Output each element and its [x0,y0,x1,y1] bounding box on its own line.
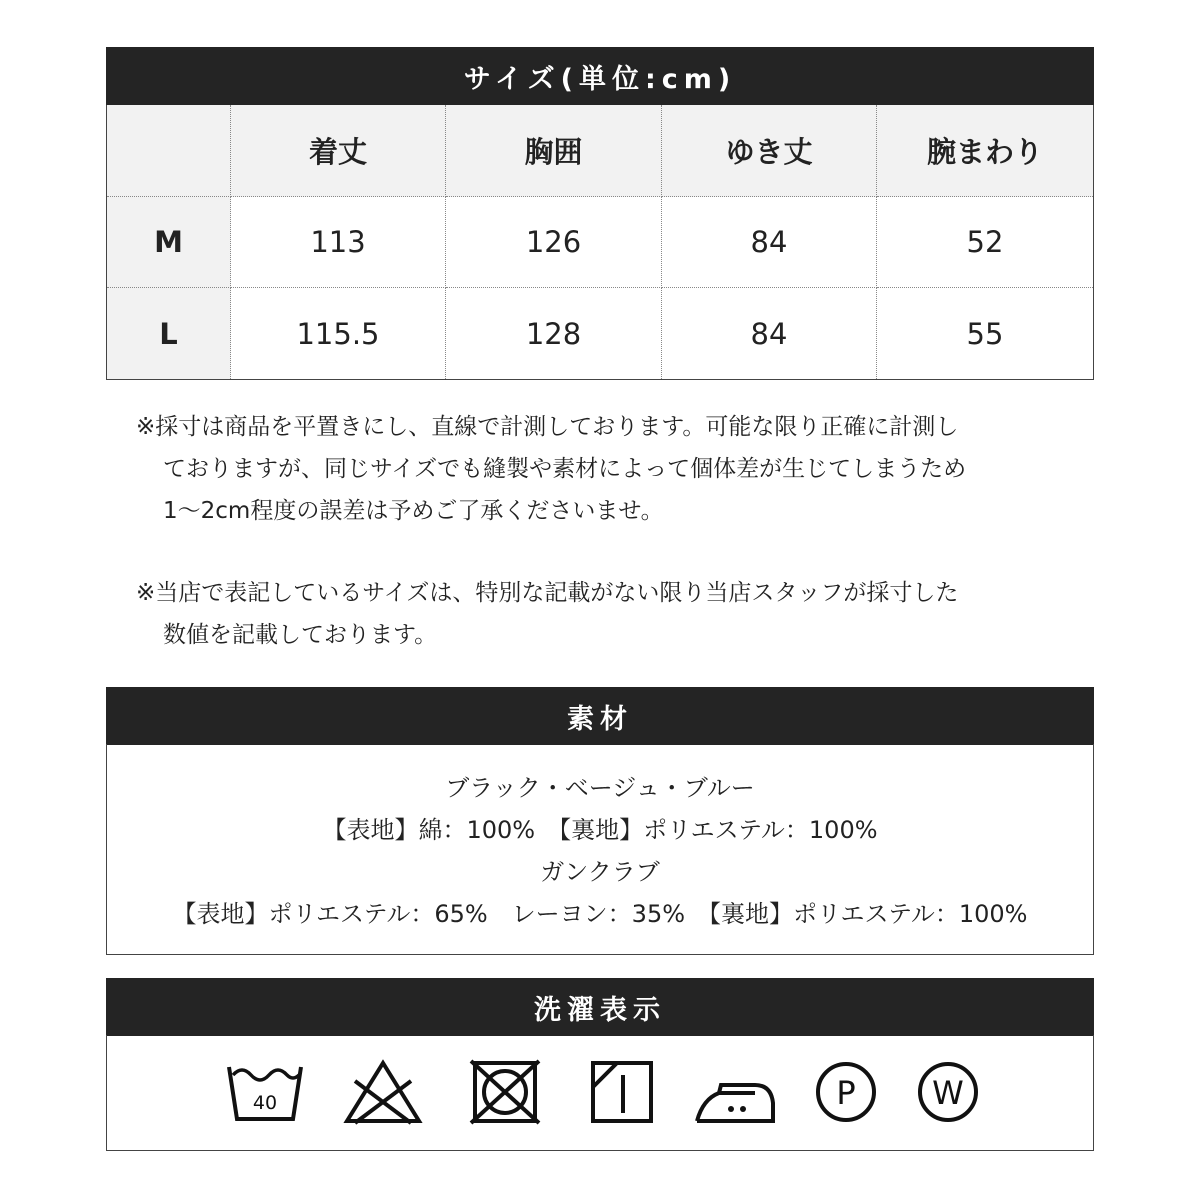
wash-40-icon [225,1059,305,1125]
column-header: 着丈 [231,105,446,197]
material-line: ガンクラブ [540,858,660,886]
table-cell: 126 [446,197,662,288]
size-label-m: M [107,197,231,288]
size-section-title: サイズ(単位:cm) [463,63,737,95]
table-corner-cell [107,105,231,197]
dry-clean-label: P [836,1074,856,1112]
wash-temperature-label: 40 [252,1092,278,1114]
size-table [106,105,1094,380]
material-section-header [106,687,1094,745]
note-line: 数値を記載しております。 [163,622,438,648]
size-note [136,572,958,656]
table-cell: 115.5 [231,288,446,379]
iron-low-icon [693,1059,777,1125]
material-line: ブラック・ベージュ・ブルー [445,774,755,802]
size-label-l: L [107,288,231,379]
column-header: 腕まわり [877,105,1093,197]
material-box [106,744,1094,955]
table-cell: 113 [231,197,446,288]
note-line: ※採寸は商品を平置きにし、直線で計測しております。可能な限り正確に計測し [136,414,959,440]
care-section-header [106,978,1094,1036]
wet-clean-label: W [932,1074,964,1112]
wet-clean-w-icon [915,1059,981,1125]
material-section-title: 素材 [567,703,633,735]
no-bleach-icon [343,1059,423,1125]
size-section-header [106,47,1094,105]
material-line: 【表地】綿：100% 【裏地】ポリエステル：100% [322,816,878,844]
measurement-note [136,406,966,532]
table-cell: 52 [877,197,1093,288]
table-cell: 84 [662,197,877,288]
care-box [106,1035,1094,1151]
material-line: 【表地】ポリエステル：65% レーヨン：35% 【裏地】ポリエステル：100% [172,900,1028,928]
drip-line-dry-shade-icon [589,1059,655,1125]
table-cell: 55 [966,316,1004,351]
table-cell: 128 [446,288,662,379]
no-tumble-dry-icon [469,1059,541,1125]
table-cell: 84 [662,288,877,379]
dry-clean-p-icon [813,1059,879,1125]
column-header: ゆき丈 [662,105,877,197]
note-line: 1〜2cm程度の誤差は予めご了承くださいませ。 [163,498,664,524]
note-line: ※当店で表記しているサイズは、特別な記載がない限り当店スタッフが採寸した [136,580,959,606]
column-header: 胸囲 [446,105,662,197]
care-section-title: 洗濯表示 [534,994,666,1026]
note-line: ておりますが、同じサイズでも縫製や素材によって個体差が生じてしまうため [163,456,967,482]
